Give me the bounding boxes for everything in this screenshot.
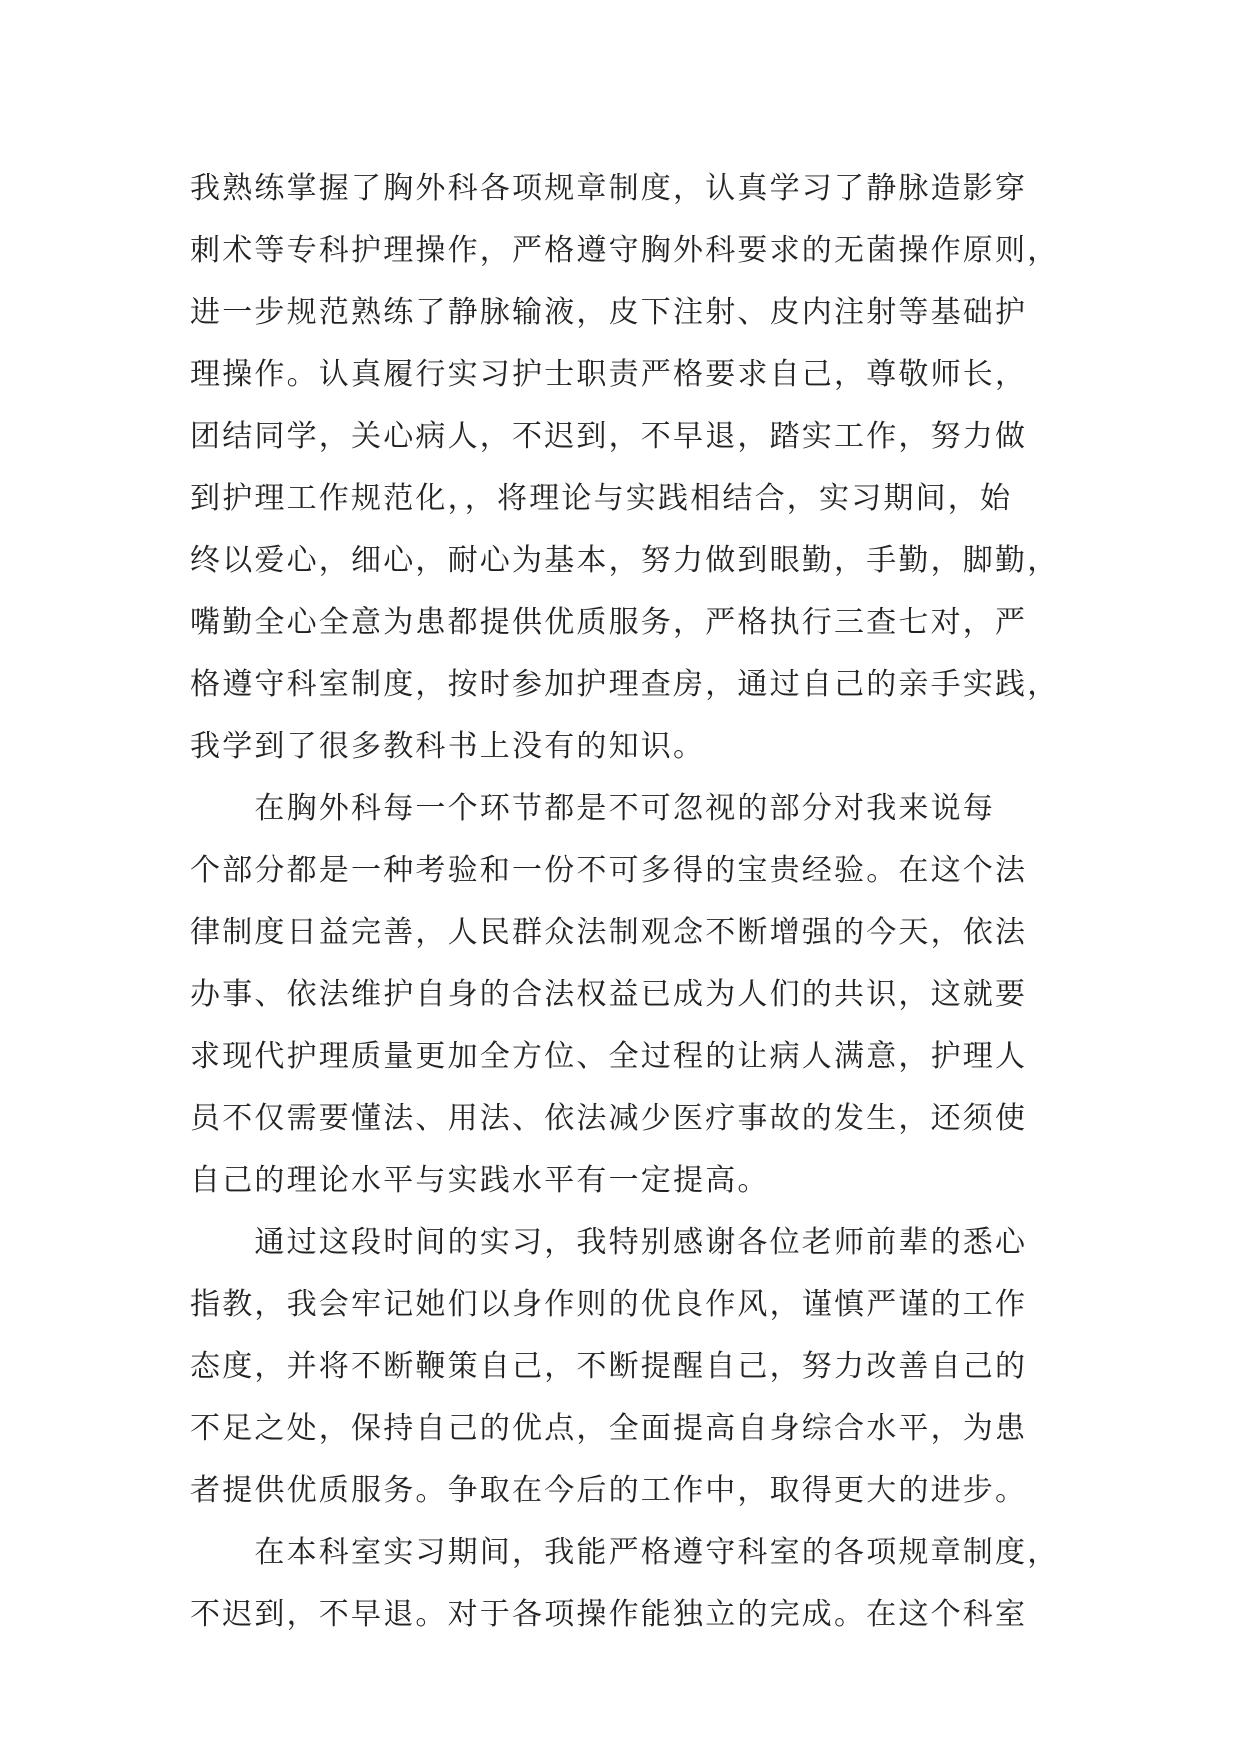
text-line: 态度，并将不断鞭策自己，不断提醒自己，努力改善自己的: [190, 1349, 1028, 1384]
text-line: 到护理工作规范化，，将理论与实践相结合，实习期间，始: [190, 481, 1013, 516]
text-line: 格遵守科室制度，按时参加护理查房，通过自己的亲手实践，: [190, 667, 1060, 702]
text-line: 律制度日益完善，人民群众法制观念不断增强的今天，依法: [190, 915, 1028, 950]
text-line: 在本科室实习期间，我能严格遵守科室的各项规章制度，: [190, 1535, 1060, 1570]
text-line: 通过这段时间的实习，我特别感谢各位老师前辈的悉心: [190, 1225, 1028, 1260]
text-line: 团结同学，关心病人，不迟到，不早退，踏实工作，努力做: [190, 419, 1028, 454]
text-line: 我熟练掌握了胸外科各项规章制度，认真学习了静脉造影穿: [190, 171, 1028, 206]
text-line: 员不仅需要懂法、用法、依法减少医疗事故的发生，还须使: [190, 1101, 1028, 1136]
body-text: [190, 158, 1090, 1646]
text-line: 终以爱心，细心，耐心为基本，努力做到眼勤，手勤，脚勤，: [190, 543, 1060, 578]
text-line: 办事、依法维护自身的合法权益已成为人们的共识，这就要: [190, 977, 1028, 1012]
text-line: 指教，我会牢记她们以身作则的优良作风，谨慎严谨的工作: [190, 1287, 1028, 1322]
text-line: 嘴勤全心全意为患都提供优质服务，严格执行三查七对，严: [190, 605, 1028, 640]
text-line: 在胸外科每一个环节都是不可忽视的部分对我来说每: [190, 791, 995, 826]
text-line: 我学到了很多教科书上没有的知识。: [190, 729, 706, 764]
text-line: 刺术等专科护理操作，严格遵守胸外科要求的无菌操作原则，: [190, 233, 1060, 268]
text-line: 理操作。认真履行实习护士职责严格要求自己，尊敬师长，: [190, 357, 1028, 392]
text-line: 不足之处，保持自己的优点，全面提高自身综合水平，为患: [190, 1411, 1028, 1446]
text-line: 自己的理论水平与实践水平有一定提高。: [190, 1163, 770, 1198]
text-line: 求现代护理质量更加全方位、全过程的让病人满意，护理人: [190, 1039, 1028, 1074]
text-line: 个部分都是一种考验和一份不可多得的宝贵经验。在这个法: [190, 853, 1028, 888]
text-line: 不迟到，不早退。对于各项操作能独立的完成。在这个科室: [190, 1597, 1028, 1632]
text-line: 者提供优质服务。争取在今后的工作中，取得更大的进步。: [190, 1473, 1028, 1508]
text-line: 进一步规范熟练了静脉输液，皮下注射、皮内注射等基础护: [190, 295, 1028, 330]
